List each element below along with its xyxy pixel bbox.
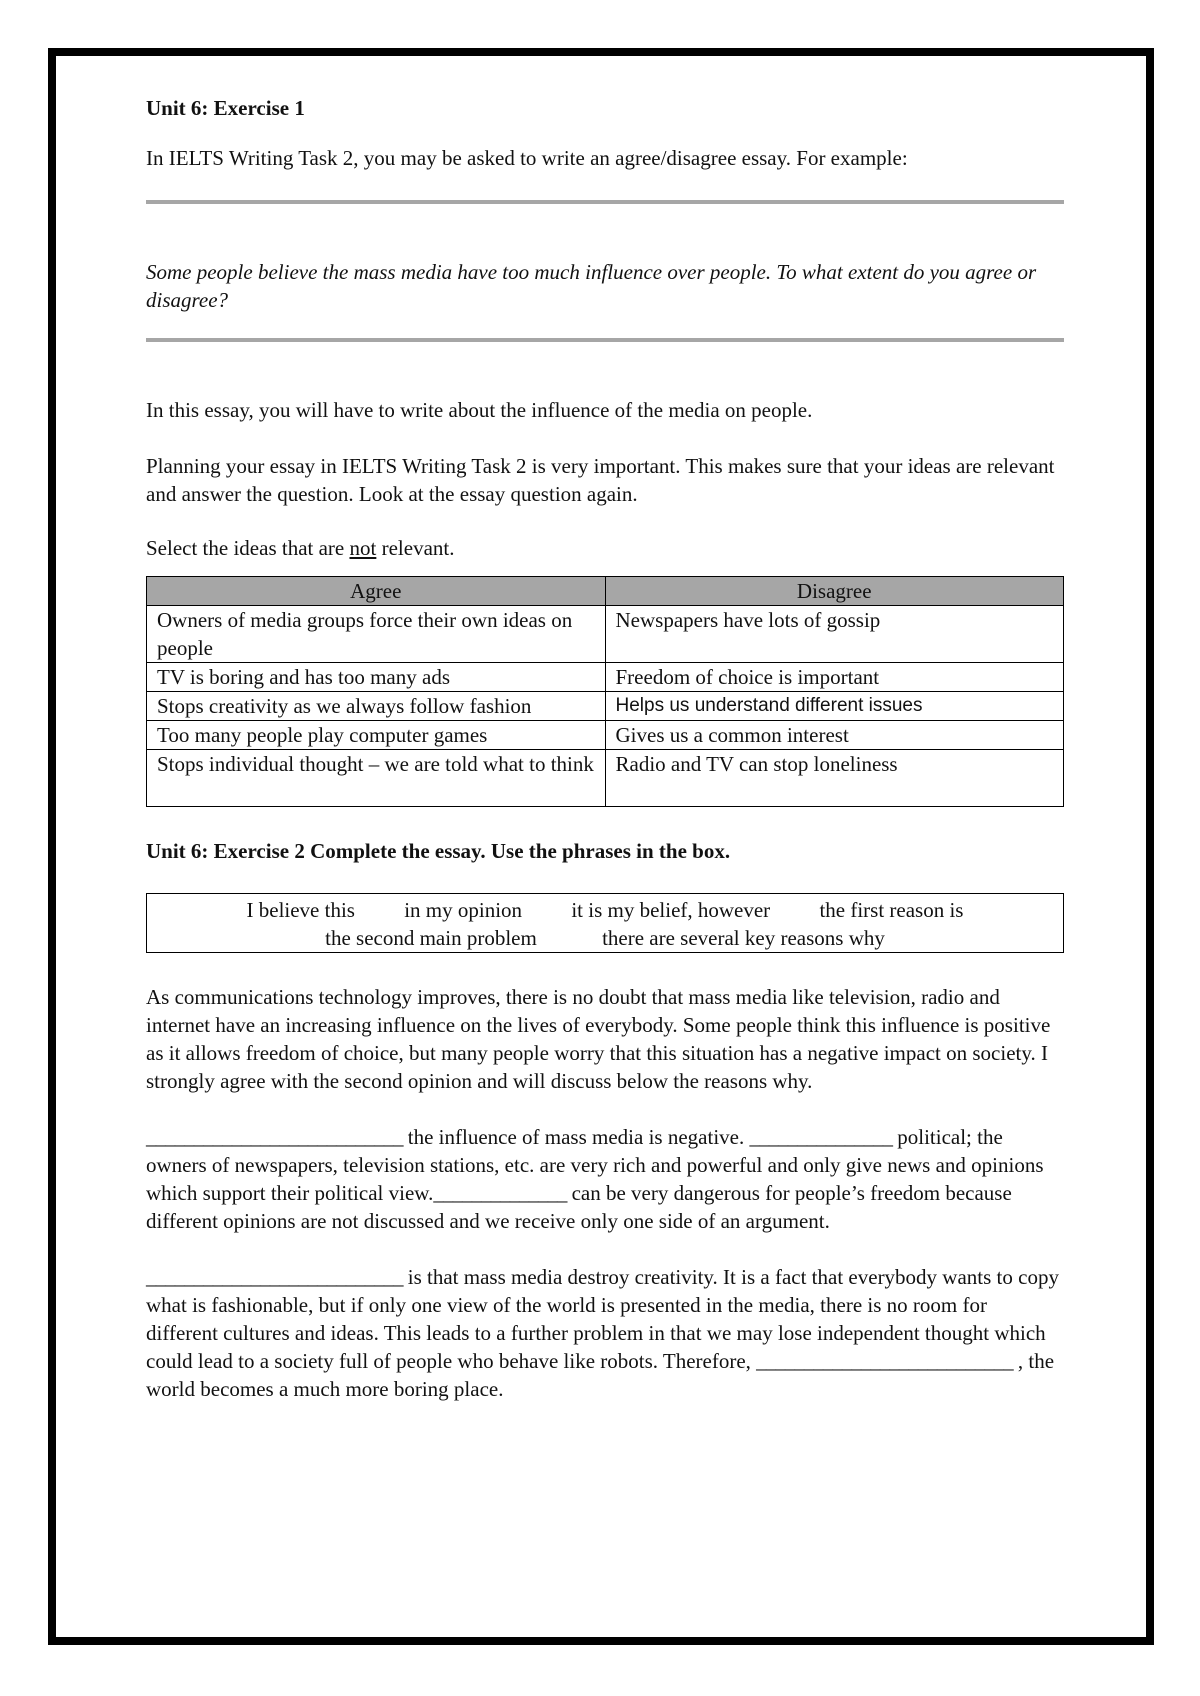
essay-text: political; the owners of newspapers, television stations, etc. are very rich and powerful and only give news and opinions which support their political view.	[146, 1125, 1044, 1205]
essay-text: is that mass media destroy creativity. It is a fact that everybody wants to copy what is fashionable, but if only one view of the world is presented in the media, there is no room for different cultures and ideas. This leads to a further problem in that we may lose independent thought which could lead to a society full of people who behave like robots. Therefore,	[146, 1265, 1059, 1373]
phrase-item: I believe this	[246, 898, 355, 922]
table-row	[147, 692, 1064, 721]
table-row	[147, 606, 1064, 663]
select-text-after: relevant.	[376, 536, 455, 560]
divider-top	[146, 200, 1064, 204]
select-text-before: Select the ideas that are	[146, 536, 350, 560]
essay-paragraph-1: As communications technology improves, there is no doubt that mass media like television, radio and internet have an increasing influence on the lives of everybody. Some people think this influence is positive as it allows freedom of choice, but many people worry that this situation has a negative impact on society. I strongly agree with the second opinion and will discuss below the reasons why.	[146, 985, 1051, 1093]
disagree-idea[interactable]: Radio and TV can stop loneliness	[605, 750, 1064, 807]
disagree-idea[interactable]: Newspapers have lots of gossip	[605, 606, 1064, 663]
blank-5[interactable]: ___________________________	[756, 1349, 1013, 1373]
agree-idea[interactable]: TV is boring and has too many ads	[147, 663, 606, 692]
phrase-line	[147, 924, 1063, 952]
essay-text: , the world becomes a much more boring place.	[146, 1349, 1055, 1401]
media-paragraph: In this essay, you will have to write about the influence of the media on people.	[146, 398, 813, 422]
worksheet-content	[146, 88, 1064, 1403]
blank-4[interactable]: ___________________________	[146, 1265, 403, 1289]
phrase-item: the second main problem	[325, 926, 537, 950]
table-row	[147, 721, 1064, 750]
essay-paragraph-2	[146, 1123, 1064, 1235]
exercise2-heading: Unit 6: Exercise 2 Complete the essay. Use the phrases in the box.	[146, 839, 731, 863]
ideas-table-header	[147, 577, 1064, 606]
phrase-box	[146, 893, 1064, 953]
divider-bottom	[146, 338, 1064, 342]
phrase-item: in my opinion	[404, 898, 523, 922]
agree-idea[interactable]: Owners of media groups force their own ideas on people	[147, 606, 606, 663]
phrase-item: the first reason is	[819, 898, 964, 922]
planning-paragraph: Planning your essay in IELTS Writing Task 2 is very important. This makes sure that your ideas are relevant and answer the question. Look at the essay question again.	[146, 454, 1055, 506]
phrase-item: there are several key reasons why	[602, 926, 885, 950]
disagree-idea[interactable]: Freedom of choice is important	[605, 663, 1064, 692]
select-text-underlined: not	[349, 536, 377, 560]
essay-text: can be very dangerous for people’s freedom because different opinions are not discussed and we receive only one side of an argument.	[146, 1181, 1012, 1233]
blank-2[interactable]: _______________	[749, 1125, 892, 1149]
disagree-idea[interactable]: Helps us understand different issues	[605, 692, 1064, 721]
exercise1-intro: In IELTS Writing Task 2, you may be asked to write an agree/disagree essay. For example:	[146, 146, 908, 170]
agree-idea[interactable]: Stops individual thought – we are told what to think	[147, 750, 606, 807]
agree-idea[interactable]: Too many people play computer games	[147, 721, 606, 750]
essay-question: Some people believe the mass media have too much influence over people. To what extent do you agree or disagree?	[146, 260, 1037, 312]
blank-3[interactable]: ______________	[433, 1181, 567, 1205]
header-agree: Agree	[147, 577, 606, 606]
phrase-line	[147, 896, 1063, 924]
essay-text: the influence of mass media is negative.	[402, 1125, 750, 1149]
header-disagree: Disagree	[605, 577, 1064, 606]
exercise1-heading: Unit 6: Exercise 1	[146, 96, 305, 120]
table-row	[147, 663, 1064, 692]
agree-idea[interactable]: Stops creativity as we always follow fashion	[147, 692, 606, 721]
phrase-item: it is my belief, however	[571, 898, 771, 922]
essay-paragraph-3	[146, 1263, 1064, 1403]
disagree-idea[interactable]: Gives us a common interest	[605, 721, 1064, 750]
ideas-table	[146, 576, 1064, 807]
blank-1[interactable]: ___________________________	[146, 1125, 403, 1149]
table-row	[147, 750, 1064, 807]
select-instruction	[146, 534, 1064, 562]
